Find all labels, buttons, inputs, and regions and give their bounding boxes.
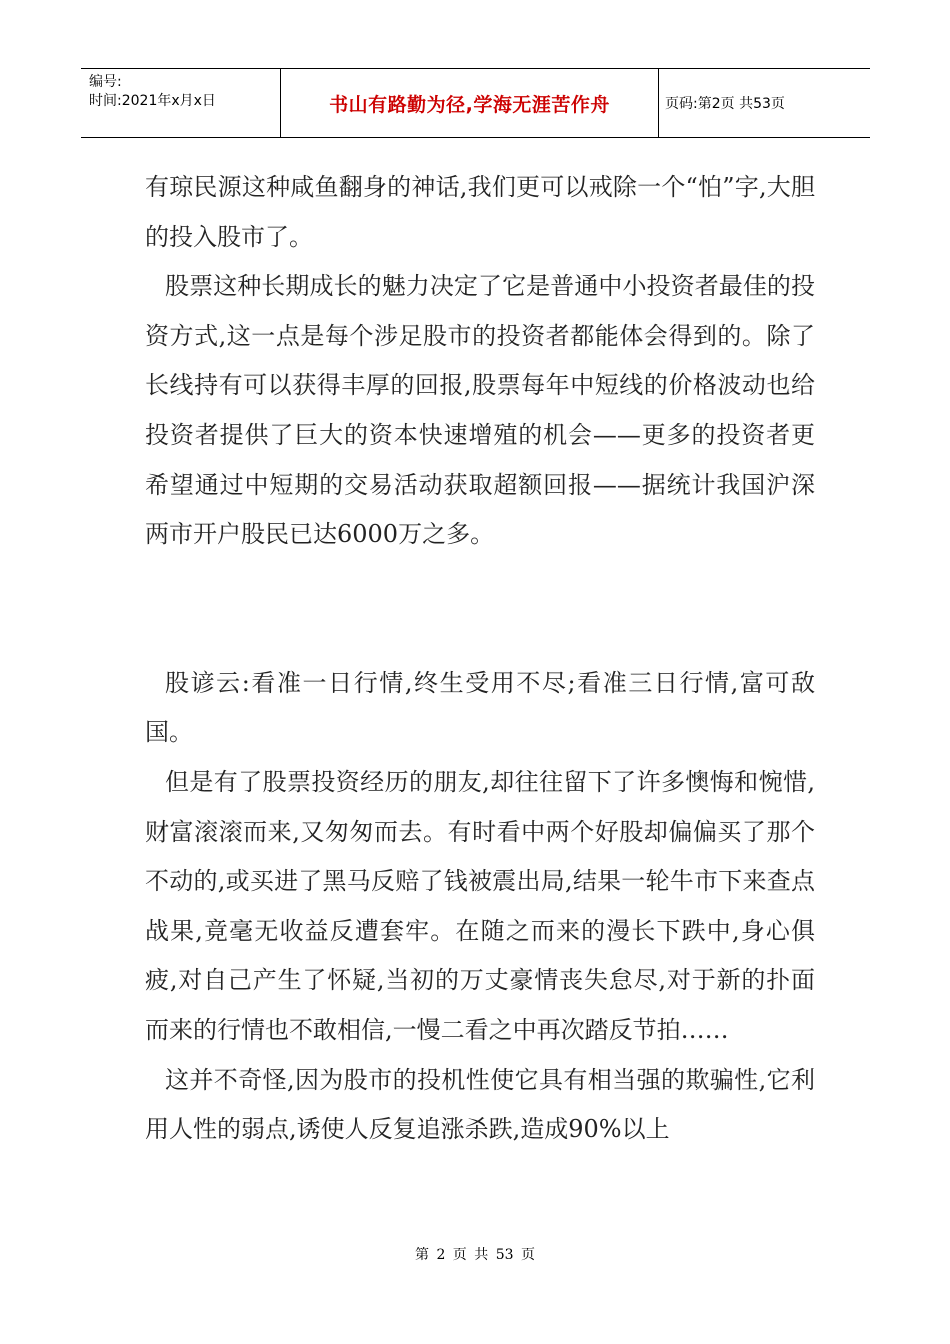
paragraph-3: 股谚云:看准一日行情,终生受用不尽;看准三日行情,富可敌国。 (145, 668, 815, 747)
paragraph-4: 但是有了股票投资经历的朋友,却往往留下了许多懊悔和惋惜,财富滚滚而来,又匆匆而去。有时看中两个好股却偏偏买了那个不动的,或买进了黑马反赔了钱被震出局,结果一轮牛市下来查点战果,竟毫无收益反遭套牢。在随之而来的漫长下跌中,身心俱疲,对自己产生了怀疑,当初的万丈豪情丧失怠尽,对于新的扑面而来的行情也不敢相信,一慢二看之中再次踏反节拍…… (145, 767, 815, 1044)
paragraph-2: 股票这种长期成长的魅力决定了它是普通中小投资者最佳的投资方式,这一点是每个涉足股市的投资者都能体会得到的。除了长线持有可以获得丰厚的回报,股票每年中短线的价格波动也给投资者提供了巨大的资本快速增殖的机会——更多的投资者更希望通过中短期的交易活动获取超额回报——据统计我国沪深两市开户股民已达6000万之多。 (145, 272, 815, 549)
document-body (145, 163, 815, 1155)
header-page-info: 页码:第2页 共53页 (665, 96, 785, 112)
page-footer: 第 2 页 共 53 页 (415, 1247, 535, 1263)
paragraph-gap (145, 560, 815, 659)
header-motto: 书山有路勤为径,学海无涯苦作舟 (281, 69, 659, 137)
header-meta (81, 69, 281, 137)
document-date: 时间:2021年x月x日 (89, 93, 216, 109)
document-number-label: 编号: (89, 74, 122, 90)
page-header (81, 68, 870, 138)
paragraph-1: 有琼民源这种咸鱼翻身的神话,我们更可以戒除一个“怕”字,大胆的投入股市了。 (145, 173, 815, 251)
paragraph-5: 这并不奇怪,因为股市的投机性使它具有相当强的欺骗性,它利用人性的弱点,诱使人反复追涨杀跌,造成90%以上 (145, 1065, 815, 1144)
